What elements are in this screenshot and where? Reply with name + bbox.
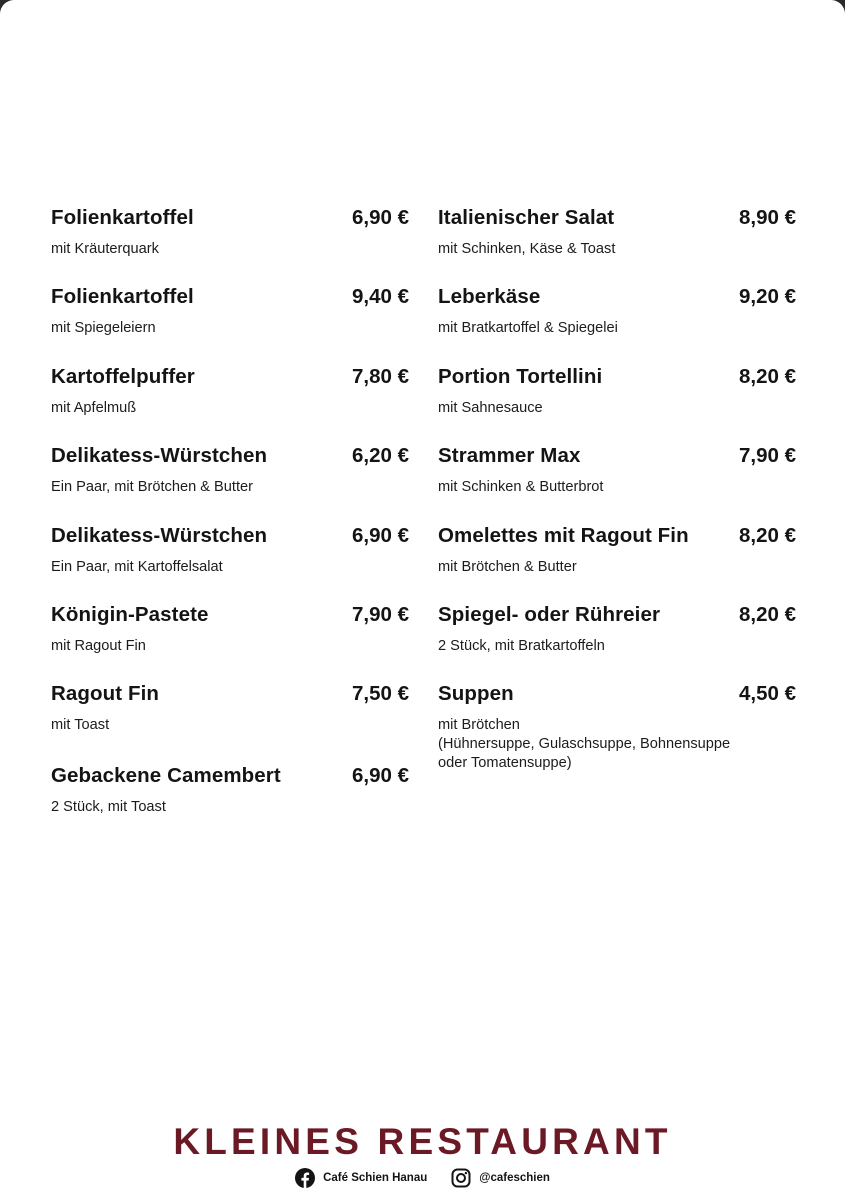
- item-name: Königin-Pastete: [51, 602, 209, 626]
- menu-item: [51, 764, 409, 843]
- item-description: 2 Stück, mit Toast: [51, 798, 166, 815]
- menu-item: [51, 682, 409, 761]
- item-description: Ein Paar, mit Brötchen & Butter: [51, 479, 253, 496]
- item-description: mit Brötchen (Hühnersuppe, Gulaschsuppe, Bohnensuppe oder Tomatensuppe): [438, 717, 731, 772]
- menu-item: [438, 365, 796, 444]
- item-price: 7,80 €: [352, 364, 409, 388]
- item-price: 6,90 €: [352, 206, 409, 229]
- menu-item: [51, 444, 409, 523]
- facebook-icon: [295, 1168, 315, 1188]
- item-price: 8,20 €: [739, 523, 796, 547]
- menu-item: [438, 524, 796, 603]
- item-price: 9,40 €: [352, 285, 409, 309]
- restaurant-name: KLEINES RESTAURANT: [173, 1121, 672, 1162]
- item-name: Suppen: [438, 682, 514, 706]
- item-name: Gebackene Camembert: [51, 763, 281, 787]
- item-name: Strammer Max: [438, 444, 581, 468]
- item-name: Italienischer Salat: [438, 206, 615, 229]
- item-description: mit Sahnesauce: [438, 399, 543, 416]
- item-description: 2 Stück, mit Bratkartoffeln: [438, 637, 605, 654]
- item-name: Folienkartoffel: [51, 206, 194, 229]
- item-description: mit Schinken & Butterbrot: [438, 479, 604, 496]
- item-price: 6,20 €: [352, 444, 409, 468]
- menu-item: [438, 603, 796, 682]
- menu-item: [51, 285, 409, 364]
- item-description: mit Brötchen & Butter: [438, 558, 577, 575]
- footer: [0, 1120, 845, 1188]
- item-name: Delikatess-Würstchen: [51, 444, 268, 468]
- item-description: mit Toast: [51, 717, 110, 734]
- item-name: Folienkartoffel: [51, 285, 194, 309]
- instagram-icon: [451, 1168, 471, 1188]
- item-description: mit Schinken, Käse & Toast: [438, 241, 616, 257]
- item-price: 8,90 €: [739, 206, 796, 229]
- item-price: 9,20 €: [739, 285, 796, 309]
- item-price: 8,20 €: [739, 364, 796, 388]
- menu-column-right: [438, 206, 796, 772]
- item-description: mit Apfelmuß: [51, 399, 137, 416]
- item-description: Ein Paar, mit Kartoffelsalat: [51, 558, 223, 575]
- item-name: Omelettes mit Ragout Fin: [438, 523, 689, 547]
- menu-item: [51, 524, 409, 603]
- menu-item: [438, 285, 796, 364]
- item-price: 4,50 €: [739, 682, 796, 706]
- instagram-label[interactable]: @cafeschien: [479, 1172, 550, 1184]
- item-description: mit Bratkartoffel & Spiegelei: [438, 320, 618, 337]
- menu-item: [438, 444, 796, 523]
- menu-column-left: [51, 206, 409, 843]
- item-price: 7,50 €: [352, 682, 409, 706]
- menu-item: [438, 206, 796, 285]
- item-price: 7,90 €: [739, 444, 796, 468]
- menu-item: [51, 206, 409, 285]
- social-links: [0, 1168, 845, 1188]
- item-price: 8,20 €: [739, 602, 796, 626]
- item-name: Spiegel- oder Rühreier: [438, 602, 661, 626]
- item-price: 6,90 €: [352, 763, 409, 787]
- item-name: Portion Tortellini: [438, 364, 603, 388]
- facebook-label[interactable]: Café Schien Hanau: [323, 1172, 428, 1184]
- item-price: 7,90 €: [352, 602, 409, 626]
- item-name: Leberkäse: [438, 285, 541, 309]
- item-description: mit Spiegeleiern: [51, 320, 156, 337]
- item-description: mit Ragout Fin: [51, 637, 146, 654]
- menu-item: [51, 603, 409, 682]
- menu-item: [51, 365, 409, 444]
- item-name: Kartoffelpuffer: [51, 364, 195, 388]
- item-name: Delikatess-Würstchen: [51, 523, 268, 547]
- item-name: Ragout Fin: [51, 682, 160, 706]
- item-price: 6,90 €: [352, 523, 409, 547]
- item-description: mit Kräuterquark: [51, 241, 159, 257]
- menu-item: [438, 682, 796, 772]
